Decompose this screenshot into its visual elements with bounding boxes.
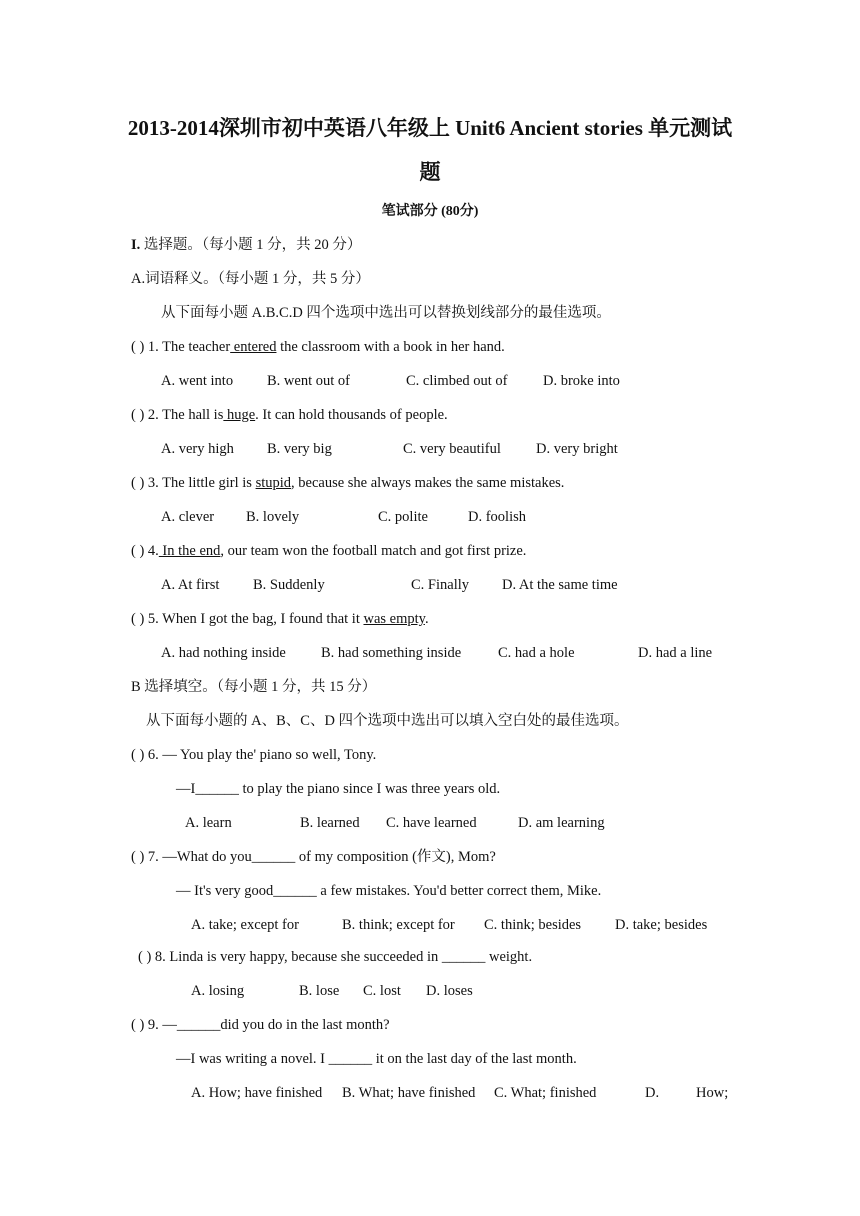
- option-b: B. think; except for: [342, 917, 455, 933]
- option-a: A. clever: [161, 509, 215, 525]
- question-8: ( ) 8. Linda is very happy, because she succeeded in ______ weight.: [138, 949, 533, 965]
- option-b: B. had something inside: [321, 645, 462, 661]
- underlined-word: stupid: [255, 475, 292, 491]
- option-d: D. very bright: [536, 441, 618, 457]
- question-prefix: ( ) 1. The teacher: [131, 339, 231, 355]
- option-d: D. loses: [426, 983, 473, 999]
- option-b: B. What; have finished: [342, 1085, 476, 1101]
- section-text: 选择题。（每小题 1 分，共 20 分）: [140, 237, 362, 253]
- question-2: [131, 405, 448, 425]
- option-d: D. broke into: [543, 373, 620, 389]
- section-number: I.: [131, 237, 141, 253]
- part-a-instruction: 从下面每小题 A.B.C.D 四个选项中选出可以替换划线部分的最佳选项。: [161, 305, 611, 321]
- question-1: [131, 337, 505, 357]
- question-7-response: — It's very good______ a few mistakes. You'd better correct them, Mike.: [176, 883, 602, 899]
- option-b: B. learned: [300, 815, 360, 831]
- question-7: ( ) 7. —What do you______ of my composition (作文), Mom?: [131, 849, 496, 865]
- option-d: D. take; besides: [615, 917, 708, 933]
- option-c: C. What; finished: [494, 1085, 597, 1101]
- option-b: B. lovely: [246, 509, 300, 525]
- question-suffix: .: [424, 611, 429, 627]
- option-b: B. went out of: [267, 373, 350, 389]
- underlined-word: was empty: [363, 611, 425, 627]
- part-b-instruction: 从下面每小题的 A、B、C、D 四个选项中选出可以填入空白处的最佳选项。: [146, 713, 629, 729]
- question-6: ( ) 6. — You play the' piano so well, Tony.: [131, 747, 377, 763]
- question-5: [131, 609, 429, 629]
- section-subtitle: 笔试部分 (80分): [381, 204, 479, 219]
- question-prefix: ( ) 2. The hall is: [131, 407, 224, 423]
- option-a: A. went into: [161, 373, 234, 389]
- question-9: ( ) 9. —______did you do in the last month?: [131, 1017, 390, 1033]
- question-prefix: ( ) 5. When I got the bag, I found that it: [131, 611, 364, 627]
- page-title-continued: 题: [419, 160, 441, 184]
- option-d: D. At the same time: [502, 577, 618, 593]
- part-a-heading: A.词语释义。（每小题 1 分，共 5 分）: [131, 271, 370, 287]
- page-title: 2013-2014深圳市初中英语八年级上 Unit6 Ancient stories 单元测试: [127, 116, 733, 140]
- option-d: D.: [645, 1085, 660, 1101]
- option-c: C. think; besides: [484, 917, 582, 933]
- option-c: C. climbed out of: [406, 373, 508, 389]
- option-a: A. take; except for: [191, 917, 299, 933]
- question-prefix: ( ) 4.: [131, 543, 159, 559]
- option-a: A. had nothing inside: [161, 645, 286, 661]
- option-c: C. polite: [378, 509, 428, 525]
- underlined-word: entered: [230, 339, 277, 355]
- option-a: A. At first: [161, 577, 220, 593]
- option-a: A. losing: [191, 983, 245, 999]
- option-d: D. foolish: [468, 509, 526, 525]
- question-prefix: ( ) 3. The little girl is: [131, 475, 256, 491]
- option-b: B. Suddenly: [253, 577, 325, 593]
- question-suffix: , our team won the football match and got first prize.: [220, 543, 527, 559]
- option-c: C. lost: [363, 983, 401, 999]
- option-b: B. lose: [299, 983, 340, 999]
- part-b-heading: B 选择填空。（每小题 1 分，共 15 分）: [131, 679, 377, 695]
- option-d-continued: How;: [696, 1085, 729, 1101]
- option-b: B. very big: [267, 441, 332, 457]
- option-c: C. very beautiful: [403, 441, 501, 457]
- question-suffix: , because she always makes the same mistakes.: [291, 475, 565, 491]
- question-4: [131, 541, 526, 561]
- underlined-word: In the end: [158, 543, 221, 559]
- option-c: C. had a hole: [498, 645, 575, 661]
- option-a: A. learn: [185, 815, 232, 831]
- section-1-heading: [131, 235, 361, 255]
- option-d: D. am learning: [518, 815, 605, 831]
- question-suffix: the classroom with a book in her hand.: [276, 339, 505, 355]
- question-3: [131, 473, 564, 493]
- option-c: C. have learned: [386, 815, 477, 831]
- question-suffix: . It can hold thousands of people.: [255, 407, 448, 423]
- option-d: D. had a line: [638, 645, 713, 661]
- question-9-response: —I was writing a novel. I ______ it on the last day of the last month.: [176, 1051, 577, 1067]
- option-a: A. very high: [161, 441, 234, 457]
- option-a: A. How; have finished: [191, 1085, 323, 1101]
- question-6-response: —I______ to play the piano since I was three years old.: [176, 781, 501, 797]
- option-c: C. Finally: [411, 577, 470, 593]
- underlined-word: huge: [223, 407, 256, 423]
